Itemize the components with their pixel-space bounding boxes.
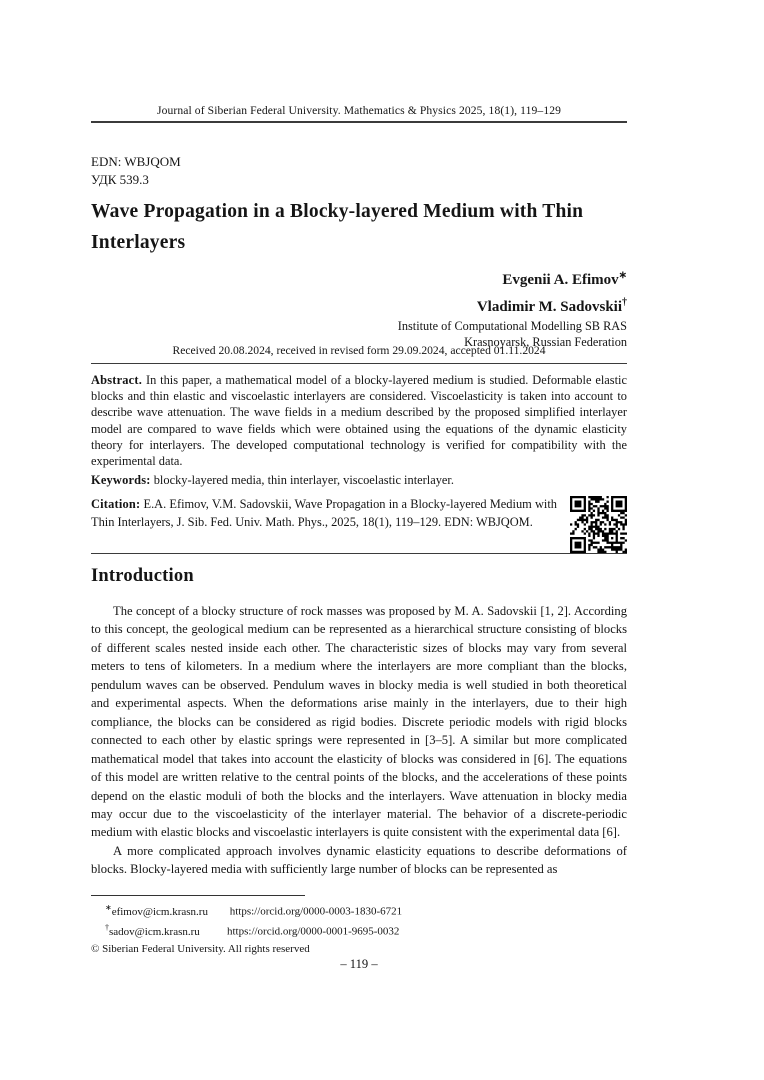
author-name bbox=[91, 265, 627, 292]
citation-rule bbox=[91, 553, 627, 554]
keywords-line bbox=[91, 472, 627, 489]
received-dates: Received 20.08.2024, received in revised form 29.09.2024, accepted 01.11.2024 bbox=[172, 344, 546, 357]
author-2-footnote-mark: † bbox=[622, 296, 627, 308]
author-1-footnote-mark: ∗ bbox=[618, 270, 627, 281]
page-title: Wave Propagation in a Blocky-layered Medium with Thin Interlayers bbox=[91, 201, 584, 253]
footnote-rule bbox=[91, 895, 305, 896]
affiliation-city: Krasnoyarsk, Russian Federation bbox=[464, 335, 627, 349]
author-1-orcid-link[interactable]: https://orcid.org/0000-0003-1830-6721 bbox=[229, 905, 403, 918]
edn-code: EDN: WBJQOM bbox=[91, 154, 181, 169]
author-2-email[interactable]: sadov@icm.krasn.ru bbox=[109, 925, 200, 938]
qr-code bbox=[570, 496, 627, 553]
footnote-mark: † bbox=[105, 923, 109, 933]
author-1-email[interactable]: efimov@icm.krasn.ru bbox=[111, 905, 208, 918]
abstract-section bbox=[91, 344, 627, 554]
footnote-author-2 bbox=[91, 920, 627, 940]
journal-running-head: Journal of Siberian Federal University. Mathematics & Physics 2025, 18(1), 119–129 bbox=[156, 104, 562, 117]
abstract-label: Abstract. bbox=[91, 373, 143, 387]
abstract-paragraph bbox=[91, 372, 627, 469]
header-rule bbox=[91, 121, 627, 123]
footnotes-block bbox=[91, 895, 627, 958]
citation-paragraph bbox=[91, 495, 627, 532]
udk-code: УДК 539.3 bbox=[91, 172, 149, 187]
running-head-group bbox=[91, 104, 627, 123]
footnote-mark: ∗ bbox=[105, 903, 112, 912]
author-2: Vladimir M. Sadovskii bbox=[476, 298, 622, 315]
citation-label: Citation: bbox=[91, 496, 141, 511]
keywords-text: blocky-layered media, thin interlayer, viscoelastic interlayer. bbox=[153, 473, 454, 488]
introduction-section bbox=[91, 566, 627, 879]
section-heading-introduction: Introduction bbox=[91, 566, 194, 586]
keywords-label: Keywords: bbox=[91, 473, 151, 488]
footnote-author-1 bbox=[91, 900, 627, 920]
qr-code-image bbox=[570, 496, 627, 553]
author-1: Evgenii A. Efimov bbox=[502, 272, 619, 288]
copyright-notice: © Siberian Federal University. All rights reserved bbox=[91, 943, 310, 956]
intro-paragraph-1: The concept of a blocky structure of rock masses was proposed by M. A. Sadovskii [1, 2]. According to this concept, the geological medium can be represented as a hierarchical structure consisting of blocks of different scales nested inside each other. The characteristic sizes of blocks may vary from several meters to tens of kilometers. In a medium where the interlayers are more compliant than the blocks, pendulum waves can be observed. Pendulum waves in blocky media is well studied in both theoretical and experimental aspects. When the deformations arise mainly in the interlayers, due to their high compliance, the blocks can be considered as rigid bodies. Discrete periodic models with rigid blocks connected to each other by elastic springs were represented in [3–5]. A similar but more complicated mathematical model that takes into account the elasticity of blocks was considered in [6]. The equations of this model are written relative to the central points of the blocks, and the accelerations of these points depend on the elastic moduli of both the blocks and the interlayers. Wave attenuation in blocky media may occur due to the viscoelasticity of the interlayer material. The behavior of a discrete-periodic medium with elastic blocks and viscoelastic interlayers is quite consistent with the experimental data [6]. bbox=[91, 604, 627, 840]
citation-text: E.A. Efimov, V.M. Sadovskii, Wave Propagation in a Blocky-layered Medium with Thin Interlayers, J. Sib. Fed. Univ. Math. Phys., 2025, 18(1), 119–129. EDN: WBJQOM. bbox=[91, 496, 557, 530]
citation-block bbox=[91, 495, 627, 554]
authors-block bbox=[91, 265, 627, 350]
article-meta bbox=[91, 153, 627, 350]
footnotes-list bbox=[91, 900, 627, 958]
intro-paragraph-2: A more complicated approach involves dynamic elasticity equations to describe deformations of blocks. Blocky-layered media with sufficiently large number of blocks can be represented as bbox=[91, 843, 627, 877]
abstract-text: In this paper, a mathematical model of a blocky-layered medium is studied. Deformable elastic blocks and thin elastic and viscoelastic interlayers are considered. Viscoelasticity is taken into account to describe wave attenuation. The wave fields in a medium described by the proposed simplified interlayer model are compared to wave fields which were obtained using the equations of the dynamic elasticity theory for interlayers. The developed computational technology is verified for compatibility with the experimental data. bbox=[91, 373, 628, 469]
received-rule bbox=[91, 363, 627, 364]
author-name bbox=[91, 292, 627, 319]
page-number: – 119 – bbox=[340, 957, 378, 971]
author-2-orcid-link[interactable]: https://orcid.org/0000-0001-9695-0032 bbox=[227, 925, 400, 938]
affiliation-institute: Institute of Computational Modelling SB RAS bbox=[397, 319, 627, 333]
